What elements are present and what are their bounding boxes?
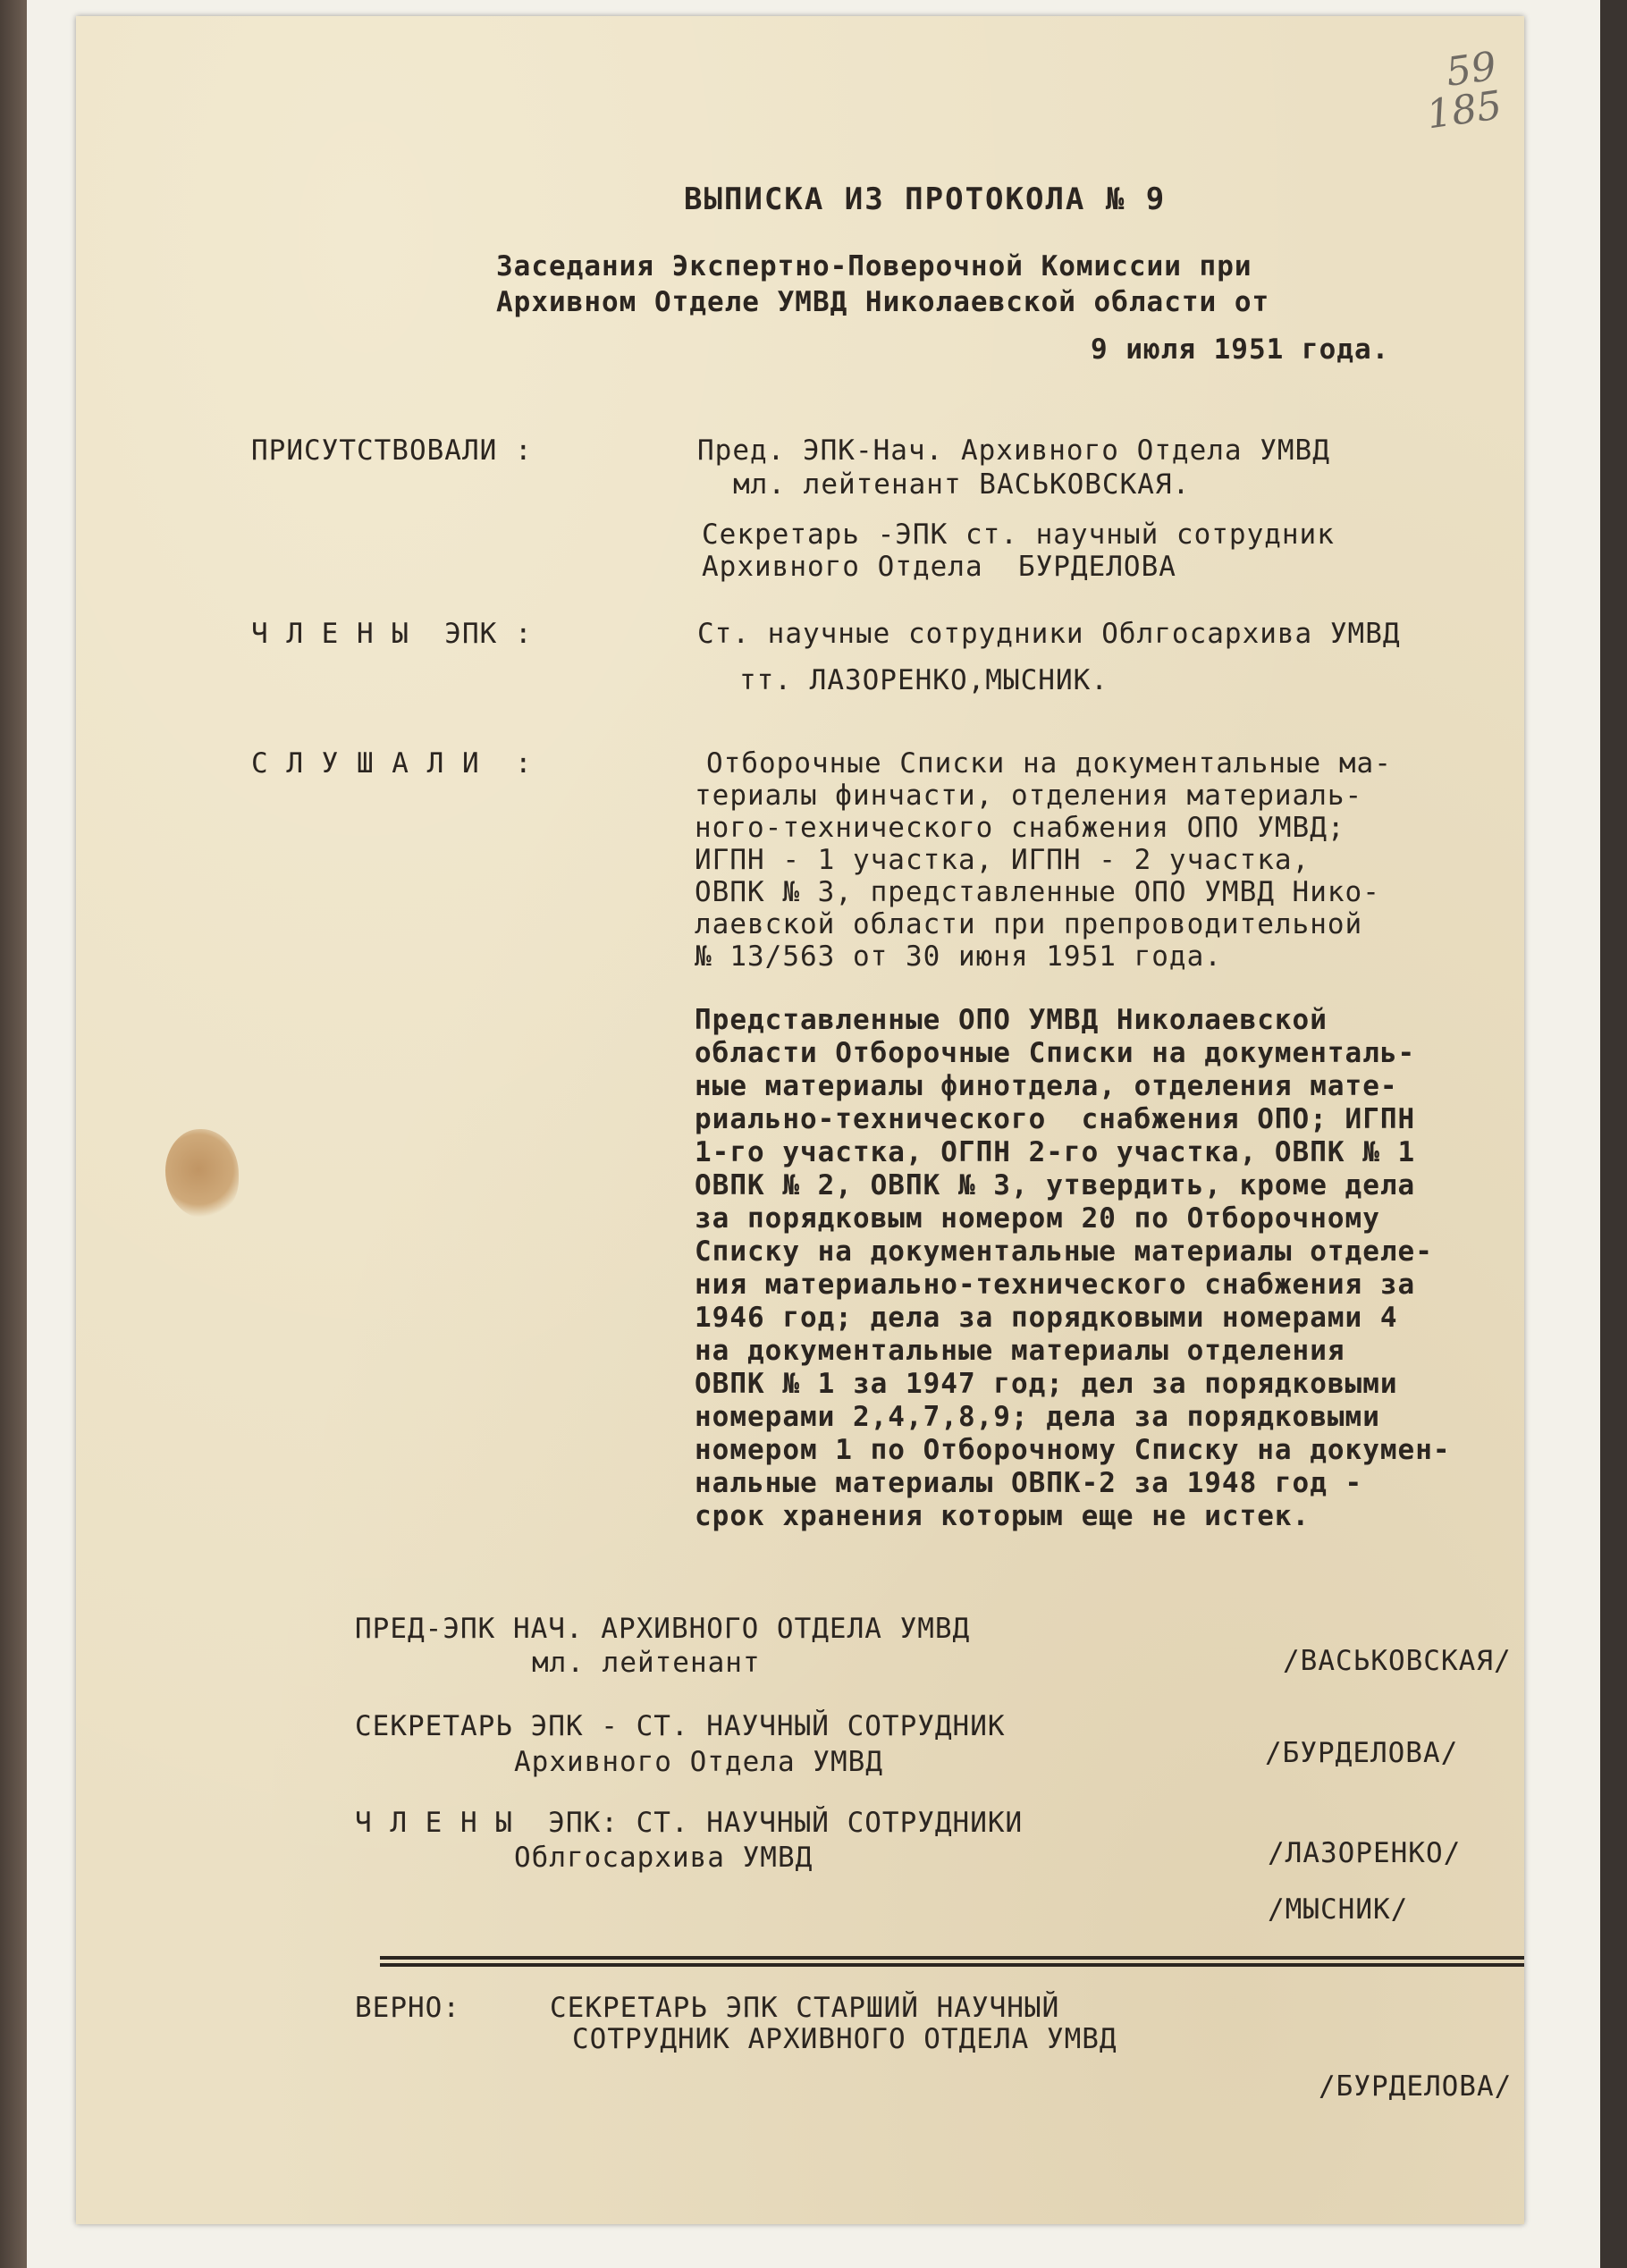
sig-secretary-name: /БУРДЕЛОВА/ <box>1265 1737 1459 1769</box>
present-label: ПРИСУТСТВОВАЛИ : <box>251 434 533 467</box>
sig-chair-name: /ВАСЬКОВСКАЯ/ <box>1283 1645 1512 1677</box>
heard-line-4: ИГПН - 1 участка, ИГПН - 2 участка, <box>695 844 1311 876</box>
chair-line-2: мл. лейтенант ВАСЬКОВСКАЯ. <box>733 468 1191 501</box>
decision-line-13: номерами 2,4,7,8,9; дела за порядковыми <box>695 1401 1380 1433</box>
secretary-line-2: Архивного Отдела БУРДЕЛОВА <box>702 551 1176 583</box>
sig-members-line-2: Облгосархива УМВД <box>514 1842 814 1874</box>
archive-number-2: 185 <box>1423 82 1505 139</box>
secretary-line-1: Секретарь -ЭПК ст. научный сотрудник <box>702 519 1335 551</box>
archive-page-number <box>1419 43 1505 139</box>
decision-line-9: ния материально-технического снабжения за <box>695 1269 1416 1301</box>
sig-secretary-line-1: СЕКРЕТАРЬ ЭПК - СТ. НАУЧНЫЙ СОТРУДНИК <box>355 1710 1006 1742</box>
decision-line-11: на документальные материалы отделения <box>695 1335 1345 1367</box>
decision-line-10: 1946 год; дела за порядковыми номерами 4 <box>695 1302 1398 1334</box>
certification-line-2: СОТРУДНИК АРХИВНОГО ОТДЕЛА УМВД <box>572 2023 1117 2055</box>
document-page <box>76 16 1524 2224</box>
decision-line-8: Списку на документальные материалы отделе- <box>695 1235 1433 1268</box>
heard-line-6: лаевской области при препроводительной <box>695 908 1363 940</box>
paper-stain <box>165 1129 239 1218</box>
decision-line-4: риально-технического снабжения ОПО; ИГПН <box>695 1103 1416 1135</box>
certification-label: ВЕРНО: <box>355 1992 460 2024</box>
decision-line-14: номером 1 по Отборочному Списку на докумен- <box>695 1434 1451 1466</box>
archive-number-1: 59 <box>1443 43 1500 96</box>
heard-line-2: териалы финчасти, отделения материаль- <box>695 780 1363 812</box>
meeting-date: 9 июля 1951 года. <box>1091 333 1390 366</box>
decision-line-3: ные материалы финотдела, отделения мате- <box>695 1070 1398 1102</box>
heard-line-1: Отборочные Списки на документальные ма- <box>706 747 1392 780</box>
divider-rule-top <box>380 1956 1524 1960</box>
decision-line-1: Представленные ОПО УМВД Николаевской <box>695 1004 1328 1036</box>
document-title: ВЫПИСКА ИЗ ПРОТОКОЛА № 9 <box>684 181 1167 217</box>
sig-chair-line-1: ПРЕД-ЭПК НАЧ. АРХИВНОГО ОТДЕЛА УМВД <box>355 1613 971 1645</box>
members-line-1: Ст. научные сотрудники Облгосархива УМВД <box>697 618 1401 650</box>
divider-rule-bottom <box>380 1963 1524 1967</box>
sig-members-line-1: Ч Л Е Н Ы ЭПК: СТ. НАУЧНЫЙ СОТРУДНИКИ <box>355 1807 1024 1839</box>
heard-line-5: ОВПК № 3, представленные ОПО УМВД Нико- <box>695 876 1380 908</box>
heard-label: С Л У Ш А Л И : <box>251 747 533 780</box>
decision-line-6: ОВПК № 2, ОВПК № 3, утвердить, кроме дела <box>695 1169 1416 1201</box>
sig-members-name-2: /МЫСНИК/ <box>1268 1893 1409 1926</box>
decision-line-2: области Отборочные Списки на документаль- <box>695 1037 1416 1069</box>
certification-line-1: СЕКРЕТАРЬ ЭПК СТАРШИЙ НАУЧНЫЙ <box>550 1992 1060 2024</box>
chair-line-1: Пред. ЭПК-Нач. Архивного Отдела УМВД <box>697 434 1330 467</box>
certification-name: /БУРДЕЛОВА/ <box>1319 2070 1513 2103</box>
members-label: Ч Л Е Н Ы ЭПК : <box>251 618 533 650</box>
decision-line-15: нальные материалы ОВПК-2 за 1948 год - <box>695 1467 1363 1499</box>
subtitle-line-2: Архивном Отделе УМВД Николаевской области от <box>496 286 1270 318</box>
members-line-2: тт. ЛАЗОРЕНКО,МЫСНИК. <box>739 664 1109 696</box>
decision-line-12: ОВПК № 1 за 1947 год; дел за порядковыми <box>695 1368 1398 1400</box>
decision-line-5: 1-го участка, ОГПН 2-го участка, ОВПК № 1 <box>695 1136 1416 1168</box>
decision-line-16: срок хранения которым еще не истек. <box>695 1500 1311 1532</box>
heard-line-7: № 13/563 от 30 июня 1951 года. <box>695 940 1222 973</box>
heard-line-3: ного-технического снабжения ОПО УМВД; <box>695 812 1345 844</box>
sig-members-name-1: /ЛАЗОРЕНКО/ <box>1268 1837 1462 1869</box>
decision-line-7: за порядковым номером 20 по Отборочному <box>695 1202 1380 1235</box>
sig-chair-line-2: мл. лейтенант <box>532 1647 761 1679</box>
subtitle-line-1: Заседания Экспертно-Поверочной Комиссии при <box>496 250 1252 282</box>
sig-secretary-line-2: Архивного Отдела УМВД <box>514 1746 883 1778</box>
